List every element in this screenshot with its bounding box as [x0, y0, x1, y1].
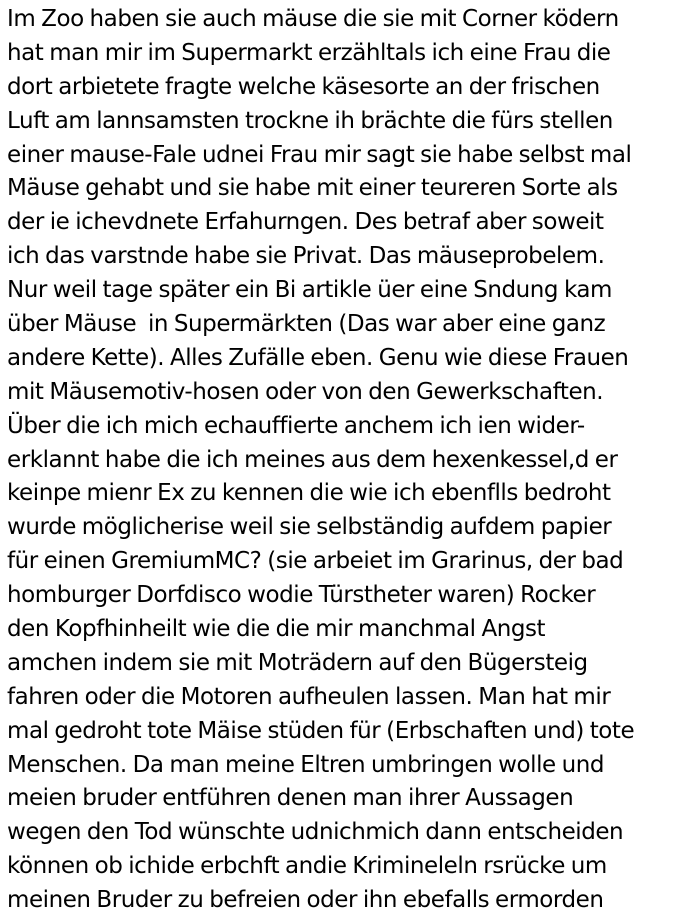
text-line: andere Kette). Alles Zufälle eben. Genu wie diese Frauen	[7, 344, 629, 371]
text-line: amchen indem sie mit Moträdern auf den Bügersteig	[7, 649, 588, 676]
text-line: Über die ich mich echauffierte anchem ich ien wider-	[7, 412, 585, 439]
text-line: meien bruder entführen denen man ihrer Aussagen	[7, 785, 574, 812]
text-line: über Mäuse in Supermärkten (Das war aber eine ganz	[7, 311, 606, 338]
text-line: hat man mir im Supermarkt erzähltals ich eine Frau die	[7, 39, 611, 66]
text-line: Im Zoo haben sie auch mäuse die sie mit Corner ködern	[7, 6, 619, 32]
text-line: fahren oder die Motoren aufheulen lassen. Man hat mir	[7, 683, 611, 710]
text-line: Luft am lannsamsten trockne ih brächte die fürs stellen	[7, 107, 613, 134]
text-line: ich das varstnde habe sie Privat. Das mäuseprobelem.	[7, 243, 605, 270]
text-line: erklannt habe die ich meines aus dem hexenkessel,d er	[7, 446, 618, 473]
text-line: Menschen. Da man meine Eltren umbringen wolle und	[7, 751, 605, 778]
text-line: einer mause-Fale udnei Frau mir sagt sie habe selbst mal	[7, 141, 632, 168]
text-line: mal gedroht tote Mäise stüden für (Erbschaften und) tote	[7, 717, 635, 744]
text-line: meinen Bruder zu befreien oder ihn ebefalls ermorden	[7, 887, 604, 914]
text-line: homburger Dorfdisco wodie Türstheter waren) Rocker	[7, 582, 596, 609]
text-line: wurde möglicherise weil sie selbständig aufdem papier	[7, 514, 612, 541]
text-line: für einen GremiumMC? (sie arbeiet im Grarinus, der bad	[7, 548, 624, 575]
text-line: der ie ichevdnete Erfahurngen. Des betraf aber soweit	[7, 209, 604, 236]
text-line: können ob ichide erbchft andie Krimineleln rsrücke um	[7, 853, 607, 880]
text-line: den Kopfhinheilt wie die die mir manchmal Angst	[7, 616, 546, 643]
text-line: keinpe mienr Ex zu kennen die wie ich ebenflls bedroht	[7, 480, 611, 507]
text-line: Mäuse gehabt und sie habe mit einer teureren Sorte als	[7, 175, 618, 202]
text-line: Nur weil tage später ein Bi artikle üer eine Sndung kam	[7, 277, 613, 304]
text-line: dort arbietete fragte welche käsesorte an der frischen	[7, 73, 600, 100]
document-text	[7, 3, 684, 918]
text-line: mit Mäusemotiv-hosen oder von den Gewerkschaften.	[7, 378, 604, 405]
text-line: wegen den Tod wünschte udnichmich dann entscheiden	[7, 819, 624, 846]
